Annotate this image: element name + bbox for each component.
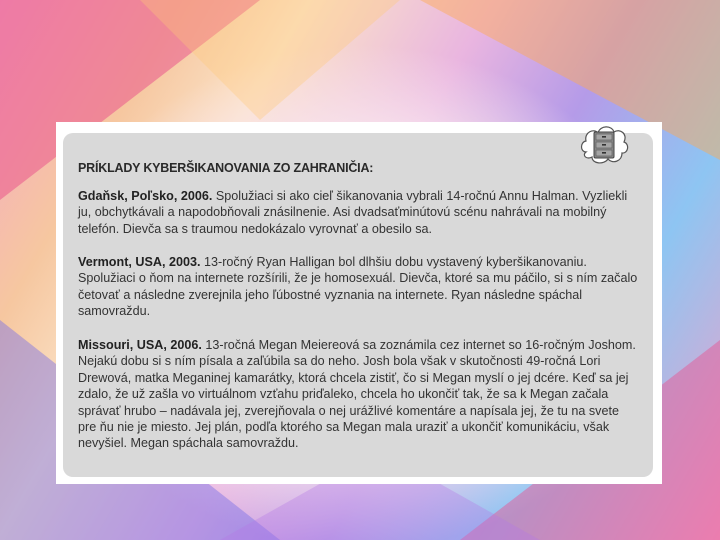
filing-cabinet-icon (578, 122, 630, 166)
case-text: 13-ročná Megan Meiereová sa zoznámila cez internet so 16-ročným Joshom. Nejakú dobu si s ním písala a zaľúbila sa do neho. Josh bola však v skutočnosti 49-ročná Lori Drewová, matka Meganinej kamarátky, ktorá chcela zistiť, čo si Megan myslí o jej dcére. Keď sa jej zdalo, že už zašla vo virtuálnom vzťahu priďaleko, chcela ho ukončiť tak, že sa k Megan začala správať hrubo – nadávala jej, zverejňovala o nej urážlivé komentáre a napísala jej, že tu na svete pre ňu nie je miesto. Jej plán, podľa ktorého sa Megan mala uraziť a ukončiť komunikáciu, však nevyšiel. Megan spáchala samovraždu. (78, 338, 636, 451)
page-title: PRÍKLADY KYBERŠIKANOVANIA ZO ZAHRANIČIA: (78, 161, 374, 175)
case-paragraph (78, 188, 638, 237)
case-paragraph (78, 254, 638, 320)
text-panel (63, 133, 653, 477)
case-place: Vermont, USA, 2003. (78, 255, 201, 269)
case-place: Missouri, USA, 2006. (78, 338, 202, 352)
slide-card (56, 122, 662, 484)
case-place: Gdaňsk, Poľsko, 2006. (78, 189, 213, 203)
case-text: Spolužiaci si ako cieľ šikanovania vybrali 14-ročnú Annu Halman. Vyzliekli ju, obchytkávali a napodobňovali znásilnenie. Asi dvadsaťminútovú scénu nahrávali na mobilný telefón. Dievča sa s traumou nedokázalo vyrovnať a obesilo sa. (78, 189, 628, 236)
case-text: 13-ročný Ryan Halligan bol dlhšiu dobu vystavený kyberšikanovaniu. Spolužiaci o ňom na internete rozšírili, že je homosexuál. Dievča, ktoré sa mu páčilo, si s ním začalo četovať a následne zverejnila jeho ľúbostné vyznania na internete. Ryan následne spáchal samovraždu. (78, 255, 638, 319)
background-facet (140, 0, 400, 120)
case-paragraph (78, 337, 638, 452)
